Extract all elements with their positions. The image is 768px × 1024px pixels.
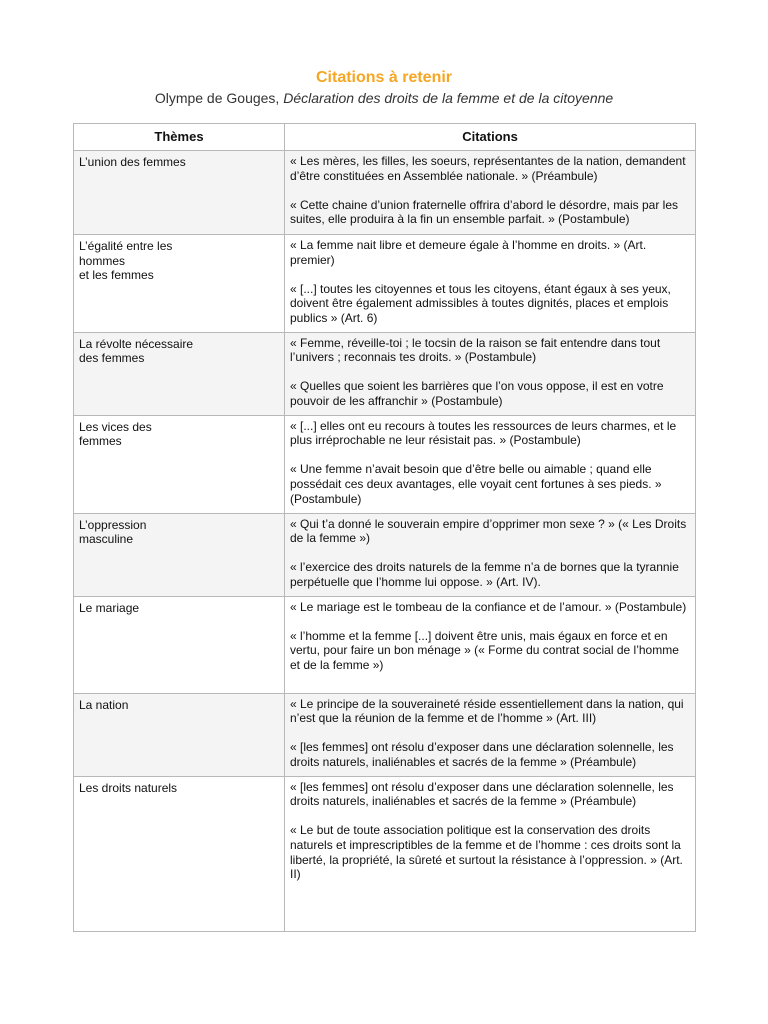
citation: « Le mariage est le tombeau de la confiance et de l’amour. » (Postambule) (290, 599, 687, 614)
header-citations: Citations (285, 124, 696, 151)
table-row (74, 776, 696, 931)
author-name: Olympe de Gouges, (154, 90, 280, 106)
table-row (74, 596, 696, 693)
theme-cell: La nation (74, 693, 285, 776)
citation: « [...] toutes les citoyennes et tous les citoyens, étant égaux à ses yeux, doivent être également admissibles à toutes dignités, places et emplois publics » (Art. 6) (290, 281, 671, 325)
citation: « Le principe de la souveraineté réside essentiellement dans la nation, qui n’est que la réunion de la femme et de l’homme » (Art. III) (290, 696, 684, 726)
citations-cell (285, 415, 696, 513)
citations-cell (285, 332, 696, 415)
citations-cell (285, 776, 696, 931)
theme-cell: L’oppression masculine (74, 513, 285, 596)
citation: « l’exercice des droits naturels de la femme n’a de bornes que la tyrannie perpétuelle que l’homme lui oppose. » (Art. IV). (290, 560, 679, 589)
citation: « Le but de toute association politique est la conservation des droits naturels et imprescriptibles de la femme et de l’homme : ces droits sont la liberté, la propriété, la sûreté et surtout la résistance à l’oppression. » (Art. II) (290, 823, 683, 882)
citation: « Quelles que soient les barrières que l’on vous oppose, il est en votre pouvoir de les affranchir » (Postambule) (290, 379, 664, 408)
citation: « [...] elles ont eu recours à toutes les ressources de leurs charmes, et le plus irréprochable ne leur résistait pas. » (Postambule) (290, 418, 677, 448)
citations-cell (285, 513, 696, 596)
table-row (74, 513, 696, 596)
citations-cell (285, 151, 696, 235)
table-row (74, 235, 696, 333)
citation: « Qui t’a donné le souverain empire d’opprimer mon sexe ? » (« Les Droits de la femme ») (290, 516, 687, 546)
document-title: Citations à retenir (315, 69, 453, 86)
header-themes: Thèmes (74, 124, 285, 151)
citation: « Femme, réveille-toi ; le tocsin de la raison se fait entendre dans tout l’univers ; reconnais tes droits. » (Postambule) (290, 335, 661, 365)
theme-cell: Les vices des femmes (74, 415, 285, 513)
citations-cell (285, 235, 696, 333)
theme-cell: L’union des femmes (74, 151, 285, 235)
document-subtitle (0, 89, 768, 107)
theme-cell: Le mariage (74, 596, 285, 693)
citation: « [les femmes] ont résolu d’exposer dans une déclaration solennelle, les droits naturels, inaliénables et sacrés de la femme » (Préambule) (290, 779, 674, 809)
citation: « La femme nait libre et demeure égale à l’homme en droits. » (Art. premier) (290, 238, 647, 267)
citations-table (73, 123, 696, 932)
work-title: Déclaration des droits de la femme et de la citoyenne (283, 90, 614, 106)
theme-cell: L’égalité entre les hommes et les femmes (74, 235, 285, 333)
table-row (74, 151, 696, 235)
citation: « Cette chaine d’union fraternelle offrira d’abord le désordre, mais par les suites, elle produira à la fin un ensemble parfait. » (Postambule) (290, 197, 678, 227)
citation: « [les femmes] ont résolu d’exposer dans une déclaration solennelle, les droits naturels, inaliénables et sacrés de la femme » (Préambule) (290, 740, 674, 769)
table-row (74, 693, 696, 776)
citations-cell (285, 693, 696, 776)
citation: « Les mères, les filles, les soeurs, représentantes de la nation, demandent d’être constituées en Assemblée nationale. » (Préambule) (290, 154, 686, 183)
citation: « Une femme n’avait besoin que d’être belle ou aimable ; quand elle possédait ces deux avantages, elle voyait cent fortunes à ses pieds. » (Postambule) (290, 462, 662, 506)
table-row (74, 415, 696, 513)
theme-cell: Les droits naturels (74, 776, 285, 931)
table-row (74, 332, 696, 415)
theme-cell: La révolte nécessaire des femmes (74, 332, 285, 415)
citation: « l’homme et la femme [...] doivent être unis, mais égaux en force et en vertu, pour faire un bon ménage » (« Forme du contrat social de l’homme et de la femme ») (290, 628, 679, 672)
table-header-row (74, 124, 696, 151)
citations-cell (285, 596, 696, 693)
